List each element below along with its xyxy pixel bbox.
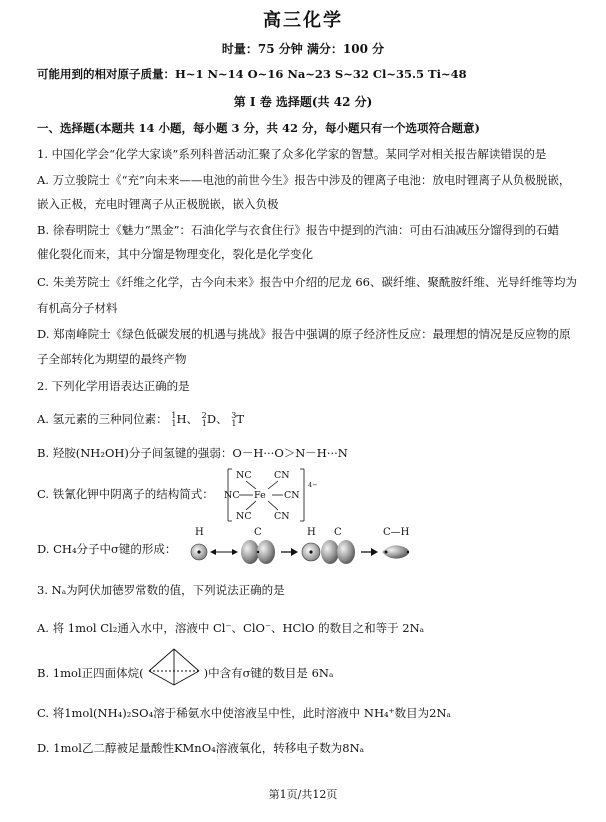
page-footer: 第1页/共12页: [268, 788, 338, 801]
overlap-c-lobe-1: [321, 540, 339, 564]
label-h1: H: [195, 527, 204, 538]
q1-option-c-line1: C. 朱美芳院士《纤维之化学，古今向未来》报告中介绍的尼龙 66、碳纤维、聚酰胺纤维、光导纤维等均为: [37, 275, 577, 289]
anion-charge: 4−: [308, 481, 318, 489]
q2-option-c-label: C. 铁氰化钾中阴离子的结构简式：: [37, 487, 214, 501]
label-c1: C: [254, 527, 262, 538]
ligand-bottom-left: NC: [236, 511, 252, 522]
q1-option-a-line2: 嵌入正极，充电时锂离子从正极脱嵌，嵌入负极: [37, 197, 279, 211]
isotope-h: $^1_1$H: [171, 411, 187, 429]
ligand-top-right: CN: [274, 470, 290, 481]
q2-stem: 2. 下列化学用语表达正确的是: [37, 379, 190, 393]
isotope-d: $^2_1$D: [201, 411, 217, 429]
tetrahedrane-structure: [145, 647, 203, 687]
q2-option-b: B. 羟胺(NH₂OH)分子间氢键的强弱：O－H···O＞N－H···N: [37, 446, 348, 460]
q1-option-d-line2: 子全部转化为期望的最终产物: [37, 352, 187, 366]
q2-option-a-label: A. 氢元素的三种同位素：: [37, 411, 168, 426]
ferricyanide-structure: [222, 465, 322, 523]
q3-option-d: D. 1mol乙二醇被足量酸性KMnO₄溶液氧化，转移电子数为8Nₐ: [37, 741, 365, 755]
q3-option-a: A. 将 1mol Cl₂通入水中，溶液中 Cl⁻、ClO⁻、HClO 的数目之和等于 2Nₐ: [37, 621, 425, 635]
ligand-right: CN: [284, 490, 300, 501]
q1-option-b-line2: 催化裂化而来，其中分馏是物理变化，裂化是化学变化: [37, 247, 313, 261]
label-h2: H: [307, 527, 316, 538]
page-title: 高三化学: [263, 10, 343, 31]
isotope-t: $^3_1$T: [231, 411, 245, 429]
ligand-left: NC: [224, 490, 240, 501]
c-p-orbital-left-lobe: [241, 540, 259, 564]
q1-stem: 1. 中国化学会“化学大家谈”系列科普活动汇聚了众多化学家的智慧。某同学对相关报告解读错误的是: [37, 147, 547, 161]
sigma-bond-diagram: [186, 524, 416, 566]
q1-option-a-line1: A. 万立骏院士《“充”向未来——电池的前世今生》报告中涉及的锂离子电池：放电时锂离子从负极脱嵌，: [37, 173, 571, 187]
ligand-top-left: NC: [236, 470, 252, 481]
time-score: 时量：75 分钟 满分：100 分: [221, 42, 385, 56]
q2-option-d-label: D. CH₄分子中σ键的形成：: [37, 542, 177, 556]
q2-option-a: A. 氢元素的三种同位素： $^1_1$H、 $^2_1$D、 $^3_1$T: [37, 411, 245, 429]
label-c2: C: [334, 527, 342, 538]
ligand-bottom-right: CN: [274, 511, 290, 522]
label-ch: C—H: [383, 527, 410, 538]
part-title: 第 I 卷 选择题(共 42 分): [233, 95, 373, 109]
q1-option-c-line2: 有机高分子材料: [37, 301, 118, 315]
q3-option-b: B. 1mol正四面体烷( )中含有σ键的数目是 6Nₐ: [37, 661, 576, 687]
q1-option-d-line1: D. 郑南峰院士《绿色低碳发展的机遇与挑战》报告中强调的原子经济性反应：最理想的情况是反应物的原: [37, 327, 571, 341]
q3-option-c: C. 将1mol(NH₄)₂SO₄溶于稀氨水中使溶液呈中性，此时溶液中 NH₄⁺数目为2Nₐ: [37, 706, 451, 720]
overlap-c-lobe-2: [337, 540, 355, 564]
q3-stem: 3. Nₐ为阿伏加德罗常数的值，下列说法正确的是: [37, 583, 285, 597]
section-heading: 一、选择题(本题共 14 小题，每小题 3 分，共 42 分，每小题只有一个选项符合题意): [37, 121, 480, 135]
q1-option-b-line1: B. 徐春明院士《魅力“黑金”：石油化学与衣食住行》报告中提到的汽油：可由石油减压分馏得到的石蜡: [37, 223, 560, 237]
atomic-masses: 可能用到的相对原子质量：H~1 N~14 O~16 Na~23 S~32 Cl~35.5 Ti~48: [37, 67, 467, 81]
c-p-orbital-right-lobe: [257, 540, 275, 564]
metal-center: Fe: [254, 490, 266, 501]
